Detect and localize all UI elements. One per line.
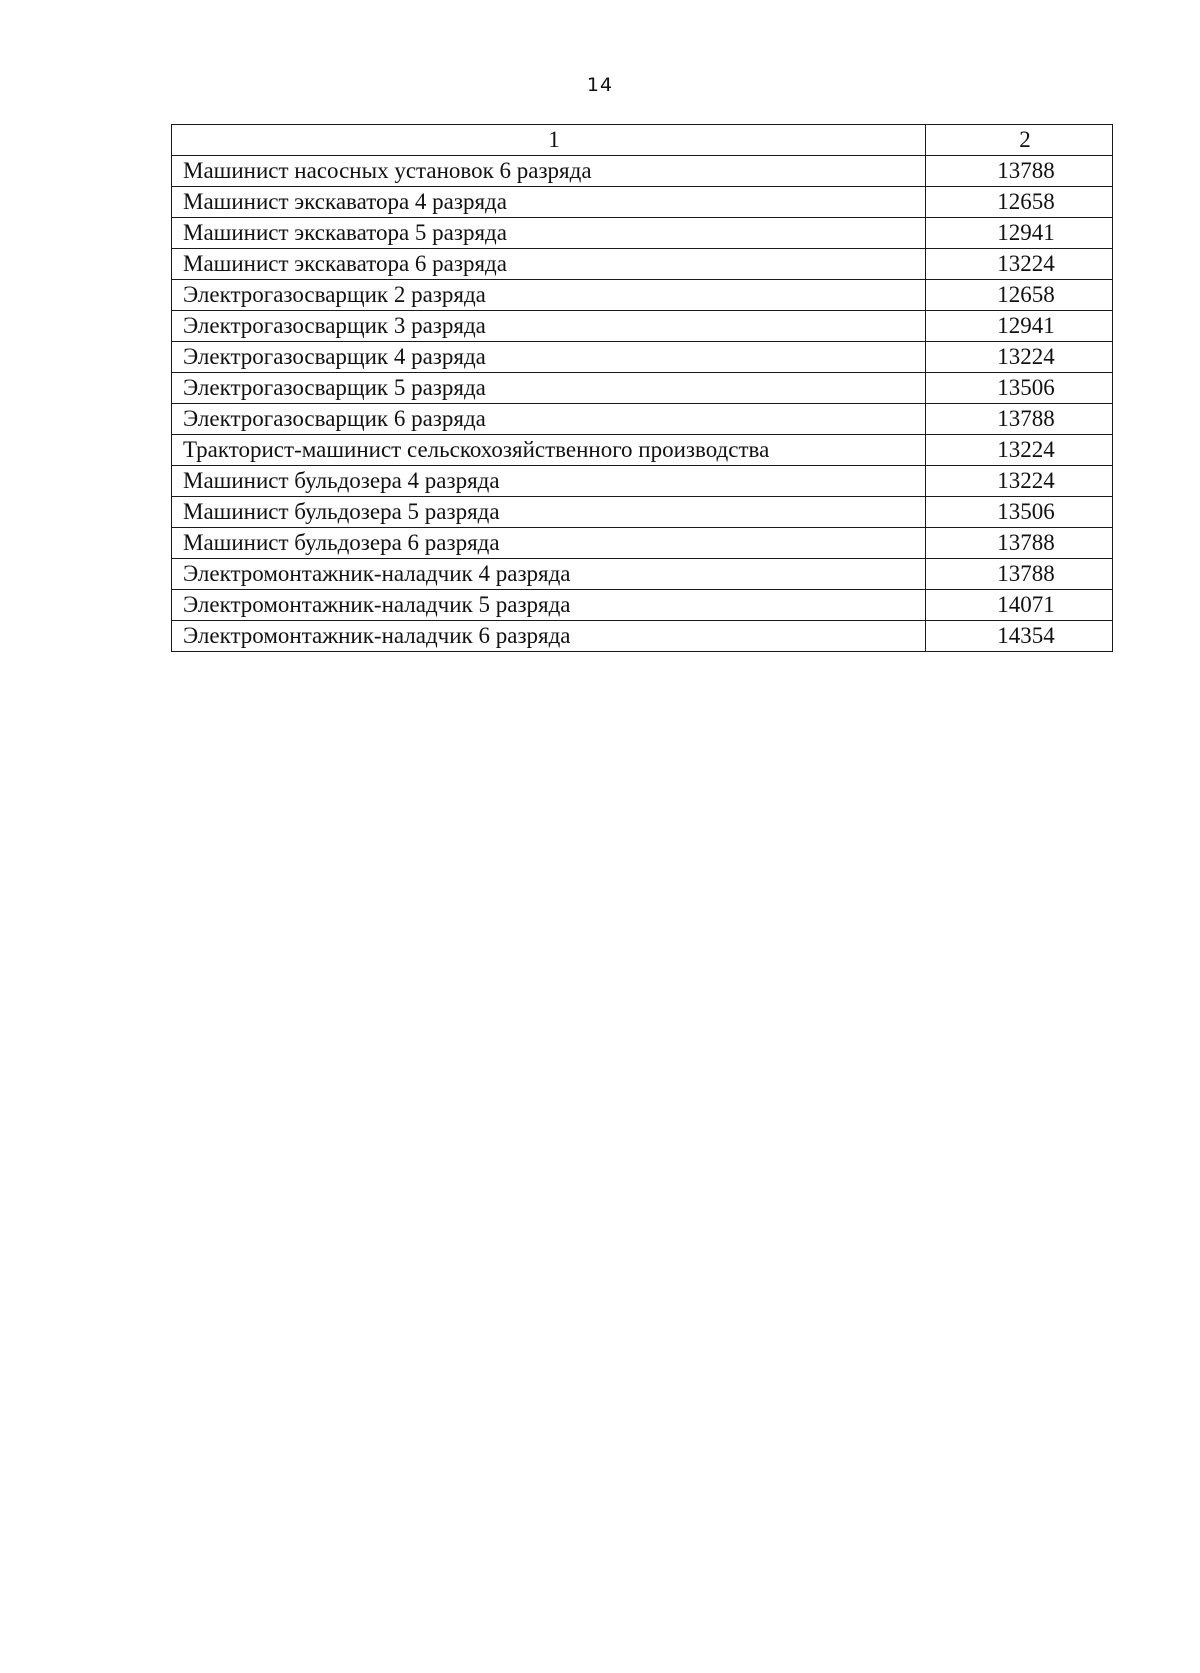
value-cell xyxy=(926,435,1113,466)
value-cell xyxy=(926,187,1113,218)
value-cell xyxy=(926,373,1113,404)
table-row xyxy=(172,435,1113,466)
table-row xyxy=(172,497,1113,528)
profession-cell: Машинист бульдозера 5 разряда xyxy=(172,497,926,528)
column-header-2: 2 xyxy=(926,125,1113,156)
table-row xyxy=(172,373,1113,404)
value-text: 12658 xyxy=(997,189,1055,214)
table-row xyxy=(172,280,1113,311)
value-text: 14071 xyxy=(997,592,1055,617)
profession-cell: Электрогазосварщик 6 разряда xyxy=(172,404,926,435)
value-text: 13788 xyxy=(997,530,1055,555)
profession-cell: Электрогазосварщик 2 разряда xyxy=(172,280,926,311)
value-text: 12941 xyxy=(997,220,1055,245)
value-text: 14354 xyxy=(997,623,1055,648)
table-row xyxy=(172,621,1113,652)
table-row xyxy=(172,156,1113,187)
table-row xyxy=(172,249,1113,280)
value-cell xyxy=(926,311,1113,342)
profession-cell: Электрогазосварщик 3 разряда xyxy=(172,311,926,342)
value-text: 13224 xyxy=(997,437,1055,462)
profession-cell: Тракторист-машинист сельскохозяйственного производства xyxy=(172,435,926,466)
profession-cell: Машинист бульдозера 6 разряда xyxy=(172,528,926,559)
value-text: 12658 xyxy=(997,282,1055,307)
table-row xyxy=(172,466,1113,497)
profession-cell: Машинист экскаватора 5 разряда xyxy=(172,218,926,249)
value-cell xyxy=(926,559,1113,590)
profession-cell: Электромонтажник-наладчик 4 разряда xyxy=(172,559,926,590)
value-cell xyxy=(926,497,1113,528)
value-text: 12941 xyxy=(997,313,1055,338)
profession-cell: Электрогазосварщик 4 разряда xyxy=(172,342,926,373)
column-header-1: 1 xyxy=(172,125,926,156)
value-text: 13788 xyxy=(997,158,1055,183)
table-header-row xyxy=(172,125,1113,156)
wage-table xyxy=(171,124,1113,652)
value-cell xyxy=(926,249,1113,280)
value-cell xyxy=(926,280,1113,311)
profession-cell: Машинист экскаватора 6 разряда xyxy=(172,249,926,280)
value-text: 13224 xyxy=(997,251,1055,276)
value-cell xyxy=(926,528,1113,559)
value-text: 13224 xyxy=(997,468,1055,493)
value-cell xyxy=(926,404,1113,435)
profession-cell: Машинист насосных установок 6 разряда xyxy=(172,156,926,187)
value-text: 13506 xyxy=(997,375,1055,400)
value-cell xyxy=(926,156,1113,187)
table-row xyxy=(172,218,1113,249)
value-text: 13788 xyxy=(997,406,1055,431)
table-row xyxy=(172,404,1113,435)
table-row xyxy=(172,559,1113,590)
table-row xyxy=(172,528,1113,559)
value-text: 13506 xyxy=(997,499,1055,524)
value-cell xyxy=(926,466,1113,497)
profession-cell: Электрогазосварщик 5 разряда xyxy=(172,373,926,404)
value-cell xyxy=(926,621,1113,652)
value-cell xyxy=(926,342,1113,373)
table-row xyxy=(172,311,1113,342)
table-row xyxy=(172,187,1113,218)
profession-cell: Электромонтажник-наладчик 6 разряда xyxy=(172,621,926,652)
table-body xyxy=(172,125,1113,652)
profession-cell: Машинист бульдозера 4 разряда xyxy=(172,466,926,497)
table-row xyxy=(172,342,1113,373)
value-cell xyxy=(926,218,1113,249)
value-cell xyxy=(926,590,1113,621)
profession-cell: Электромонтажник-наладчик 5 разряда xyxy=(172,590,926,621)
value-text: 13224 xyxy=(997,344,1055,369)
page-number: 14 xyxy=(586,74,614,96)
value-text: 13788 xyxy=(997,561,1055,586)
table-row xyxy=(172,590,1113,621)
profession-cell: Машинист экскаватора 4 разряда xyxy=(172,187,926,218)
